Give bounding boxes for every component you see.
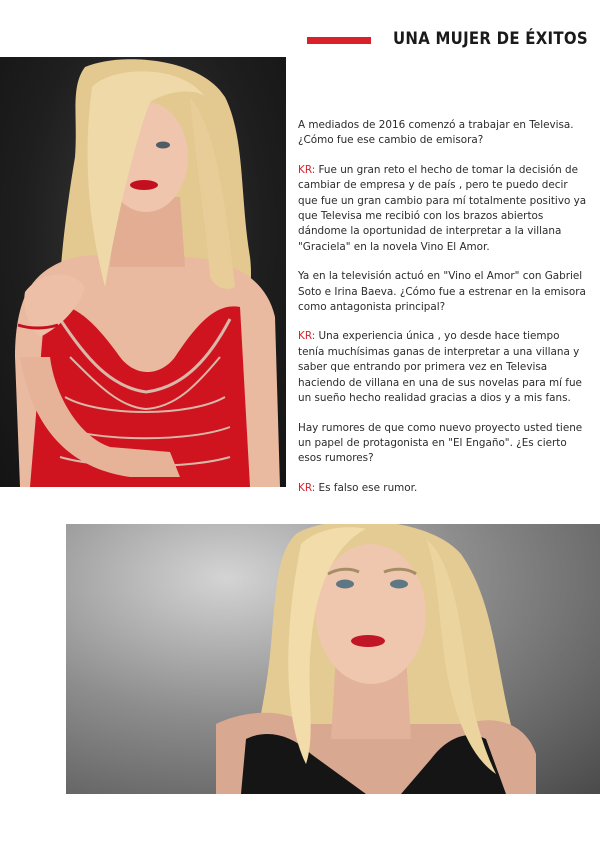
question-3: Hay rumores de que como nuevo proyecto usted tiene un papel de protagonista en "El Engaño". ¿Es cierto esos rumores? [298, 421, 583, 465]
speaker-tag: KR: [298, 163, 316, 176]
answer-2 [298, 329, 588, 406]
answer-1-text: Fue un gran reto el hecho de tomar la decisión de cambiar de empresa y de país , pero te puedo decir que fue un gran cambio para mí totalmente positivo ya que Televisa me recibió con los brazos abiertos dándome la oportunidad de interpretar a la villana "Graciela" en la novela Vino El Amor. [298, 163, 587, 253]
speaker-tag: KR: [298, 330, 316, 343]
question-1: A mediados de 2016 comenzó a trabajar en Televisa. ¿Cómo fue ese cambio de emisora? [298, 119, 574, 147]
answer-2-text: Una experiencia única , yo desde hace tiempo tenía muchísimas ganas de interpretar a una villana y saber que entrando por primera vez en Televisa haciendo de villana en una de sus novelas para mí fue un sueño hecho realidad gracias a dios y a mis fans. [298, 330, 582, 405]
photo-portrait [66, 524, 600, 794]
answer-3-text: Es falso ese rumor. [315, 481, 418, 494]
header-accent-bar [307, 37, 371, 44]
page-title: UNA MUJER DE ÉXITOS [393, 29, 588, 49]
answer-3 [298, 481, 588, 496]
interview-text [298, 118, 588, 510]
answer-1 [298, 163, 588, 255]
question-2: Ya en la televisión actuó en "Vino el Amor" con Gabriel Soto e Irina Baeva. ¿Cómo fue a estrenar en la emisora como antagonista principal? [298, 270, 586, 314]
speaker-tag: KR: [298, 481, 316, 494]
photo-red-dress [0, 57, 286, 487]
